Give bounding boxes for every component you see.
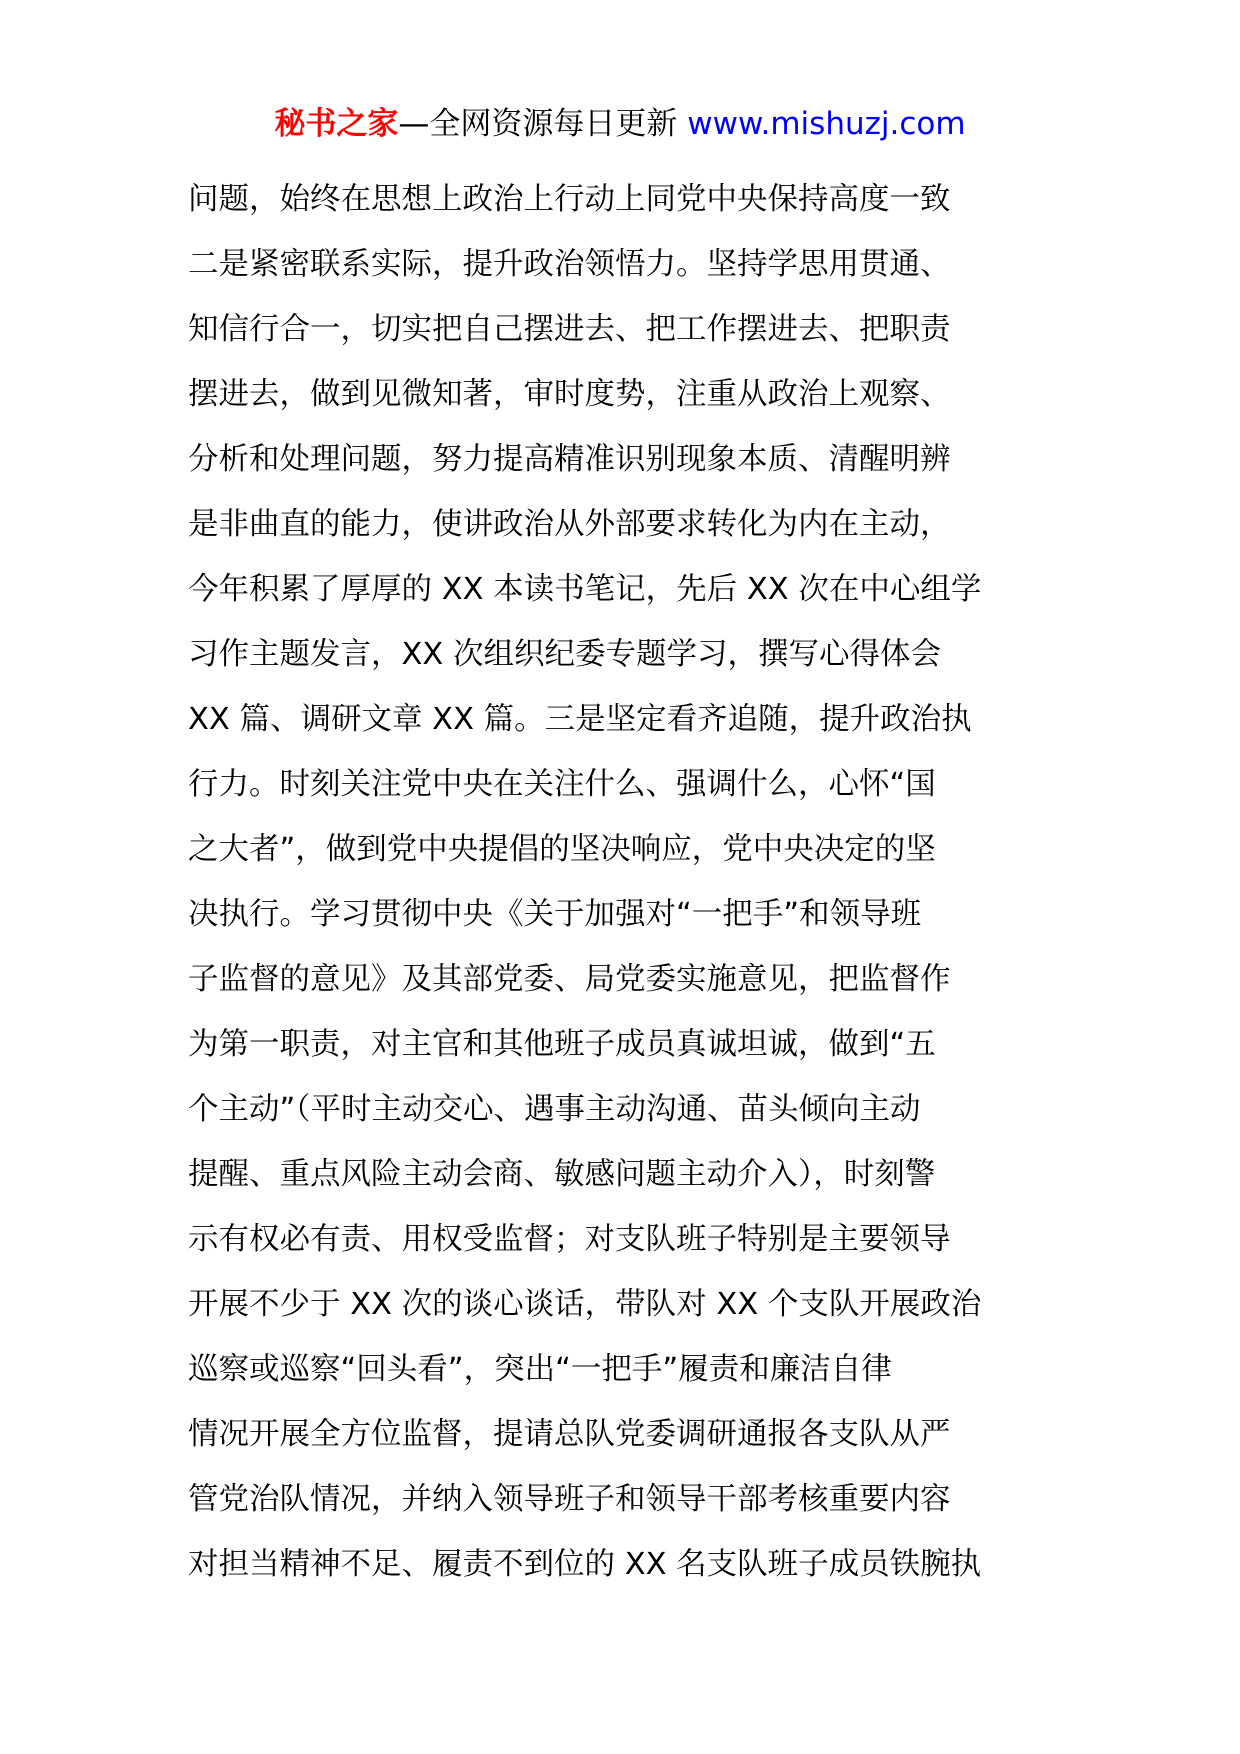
text-line: 之大者”，做到党中央提倡的坚决响应，党中央决定的坚 <box>188 832 936 867</box>
site-url-link[interactable]: www.mishuzj.com <box>687 106 966 142</box>
text-line: 管党治队情况，并纳入领导班子和领导干部考核重要内容 <box>188 1482 951 1517</box>
text-line: 习作主题发言，XX 次组织纪委专题学习，撰写心得体会 <box>188 637 941 672</box>
text-line: 知信行合一，切实把自己摆进去、把工作摆进去、把职责 <box>188 312 951 347</box>
text-line: 今年积累了厚厚的 XX 本读书笔记，先后 XX 次在中心组学 <box>188 572 982 607</box>
text-line: 分析和处理问题，努力提高精准识别现象本质、清醒明辨 <box>188 442 951 477</box>
text-line: 为第一职责，对主官和其他班子成员真诚坦诚，做到“五 <box>188 1027 936 1062</box>
text-line: 情况开展全方位监督，提请总队党委调研通报各支队从严 <box>188 1417 951 1452</box>
text-line: 二是紧密联系实际，提升政治领悟力。坚持学思用贯通、 <box>188 247 951 282</box>
document-body <box>188 167 1058 1597</box>
page-header <box>0 100 1240 148</box>
text-line: 示有权必有责、用权受监督；对支队班子特别是主要领导 <box>188 1222 951 1257</box>
text-line: 决执行。学习贯彻中央《关于加强对“一把手”和领导班 <box>188 897 922 932</box>
text-line: 是非曲直的能力，使讲政治从外部要求转化为内在主动， <box>188 507 951 542</box>
site-tagline: —全网资源每日更新 <box>398 106 678 142</box>
text-line: 问题，始终在思想上政治上行动上同党中央保持高度一致 <box>188 182 951 217</box>
text-line: 对担当精神不足、履责不到位的 XX 名支队班子成员铁腕执 <box>188 1547 982 1582</box>
text-line: 提醒、重点风险主动会商、敏感问题主动介入），时刻警 <box>188 1157 936 1192</box>
text-line: 摆进去，做到见微知著，审时度势，注重从政治上观察、 <box>188 377 951 412</box>
text-line: 子监督的意见》及其部党委、局党委实施意见，把监督作 <box>188 962 951 997</box>
text-line: XX 篇、调研文章 XX 篇。三是坚定看齐追随，提升政治执 <box>188 702 972 737</box>
text-line: 个主动”（平时主动交心、遇事主动沟通、苗头倾向主动 <box>188 1092 921 1127</box>
text-line: 行力。时刻关注党中央在关注什么、强调什么，心怀“国 <box>188 767 936 802</box>
text-line: 巡察或巡察“回头看”，突出“一把手”履责和廉洁自律 <box>188 1352 892 1387</box>
text-line: 开展不少于 XX 次的谈心谈话，带队对 XX 个支队开展政治 <box>188 1287 982 1322</box>
site-brand: 秘书之家 <box>274 106 399 142</box>
